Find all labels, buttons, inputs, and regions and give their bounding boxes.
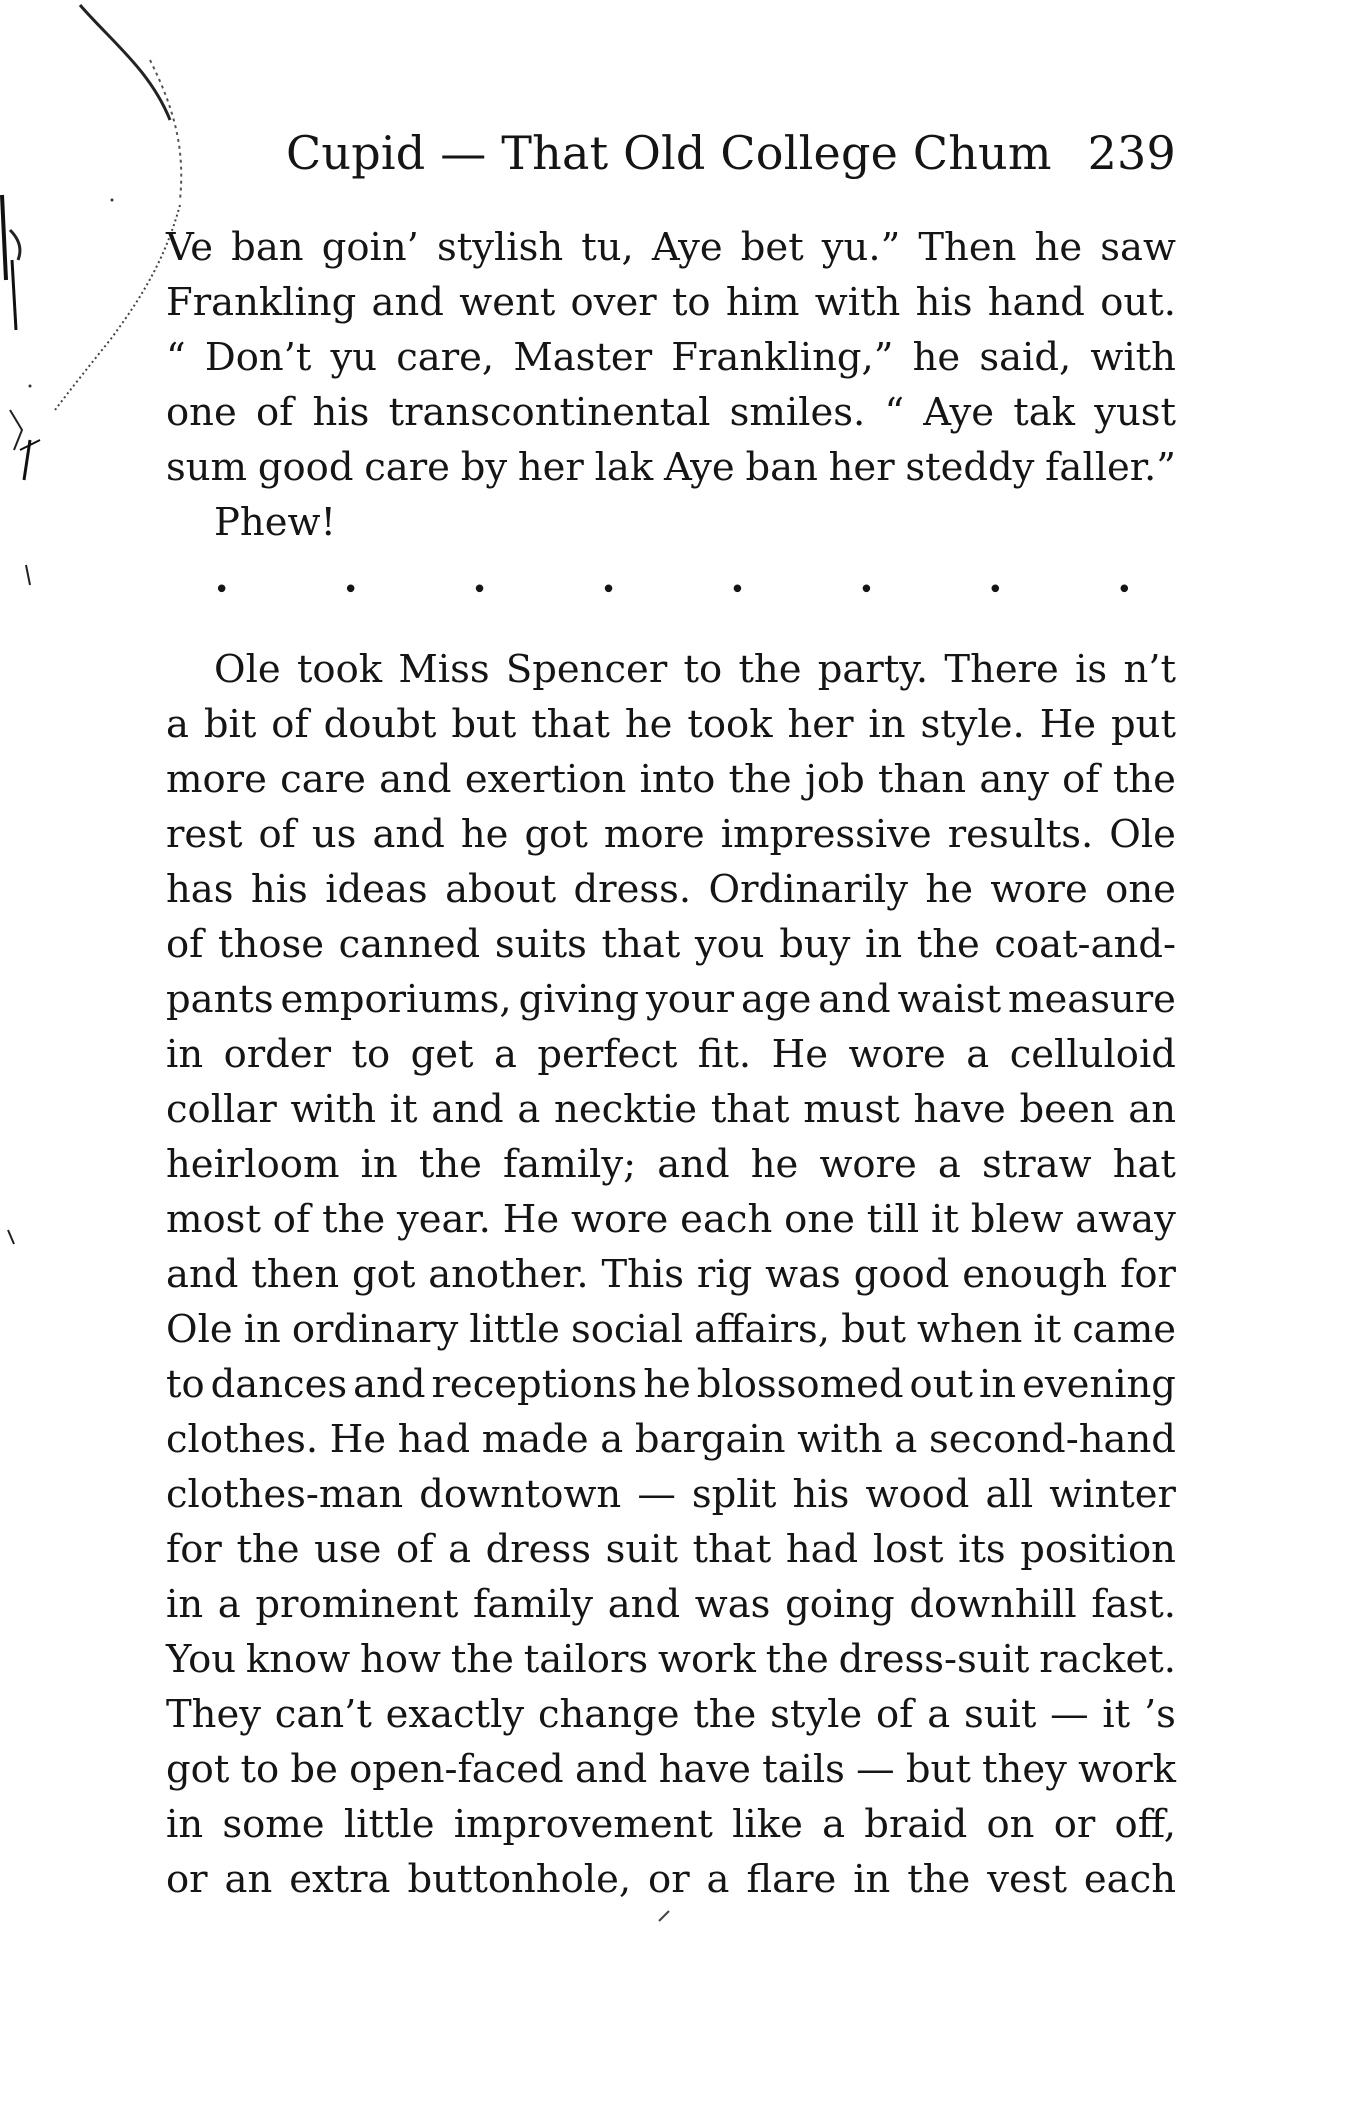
text-line: collar with it and a necktie that must have been an [166, 1087, 1176, 1132]
text-line: “ Don’t yu care, Master Frankling,” he said, with [166, 335, 1176, 380]
text-line: pants emporiums, giving your age and waist measure [166, 977, 1176, 1022]
text-line: Ole took Miss Spencer to the party. There is n’t [214, 647, 1176, 692]
section-break-dot: • [214, 574, 230, 605]
stray-ink-mark [655, 1905, 675, 1925]
text-line: got to be open-faced and have tails — but they work [166, 1747, 1176, 1792]
text-line: They can’t exactly change the style of a suit — it ’s [166, 1692, 1176, 1737]
running-header [286, 126, 1176, 196]
left-margin-ink-marks [0, 0, 190, 1250]
section-break-dot: • [729, 574, 746, 605]
text-line: of those canned suits that you buy in the coat-and- [166, 922, 1176, 967]
section-break-dot: • [1116, 574, 1132, 605]
text-line: one of his transcontinental smiles. “ Aye tak yust [166, 390, 1176, 435]
text-line: has his ideas about dress. Ordinarily he wore one [166, 867, 1176, 912]
text-line: most of the year. He wore each one till it blew away [166, 1197, 1176, 1242]
text-line: Ole in ordinary little social affairs, but when it came [166, 1307, 1176, 1352]
text-line: in some little improvement like a braid on or off, [166, 1802, 1176, 1847]
text-line: a bit of doubt but that he took her in style. He put [166, 702, 1176, 747]
text-line: Ve ban goin’ stylish tu, Aye bet yu.” Then he saw [166, 225, 1176, 270]
text-line: in a prominent family and was going downhill fast. [166, 1582, 1176, 1627]
text-line: clothes-man downtown — split his wood all winter [166, 1472, 1176, 1517]
section-break-dot: • [987, 574, 1003, 605]
section-break-dot: • [342, 574, 359, 605]
text-line: rest of us and he got more impressive results. Ole [166, 812, 1176, 857]
text-line: sum good care by her lak Aye ban her steddy faller.” [166, 445, 1176, 490]
text-line: You know how the tailors work the dress-suit racket. [166, 1637, 1176, 1682]
running-title: Cupid — That Old College Chum [286, 126, 1052, 180]
section-break-dot: • [471, 574, 488, 605]
section-break-dot: • [600, 574, 617, 605]
body-text [166, 220, 1176, 1907]
text-line: Frankling and went over to him with his hand out. [166, 280, 1176, 325]
section-break [166, 550, 1176, 630]
text-line: heirloom in the family; and he wore a straw hat [166, 1142, 1176, 1187]
text-line: Phew! [214, 500, 336, 545]
text-line: or an extra buttonhole, or a flare in the vest each [166, 1857, 1176, 1902]
page-number: 239 [1087, 126, 1176, 180]
section-break-dot: • [858, 574, 875, 605]
paragraph-exclamation [166, 495, 1176, 550]
text-line: and then got another. This rig was good enough for [166, 1252, 1176, 1297]
text-line: for the use of a dress suit that had lost its position [166, 1527, 1176, 1572]
text-line: to dances and receptions he blossomed out in evening [166, 1362, 1176, 1407]
paragraph-main [166, 642, 1176, 1907]
text-line: clothes. He had made a bargain with a second-hand [166, 1417, 1176, 1462]
paragraph-continuation [166, 220, 1176, 495]
text-line: more care and exertion into the job than any of the [166, 757, 1176, 802]
text-line: in order to get a perfect fit. He wore a celluloid [166, 1032, 1176, 1077]
